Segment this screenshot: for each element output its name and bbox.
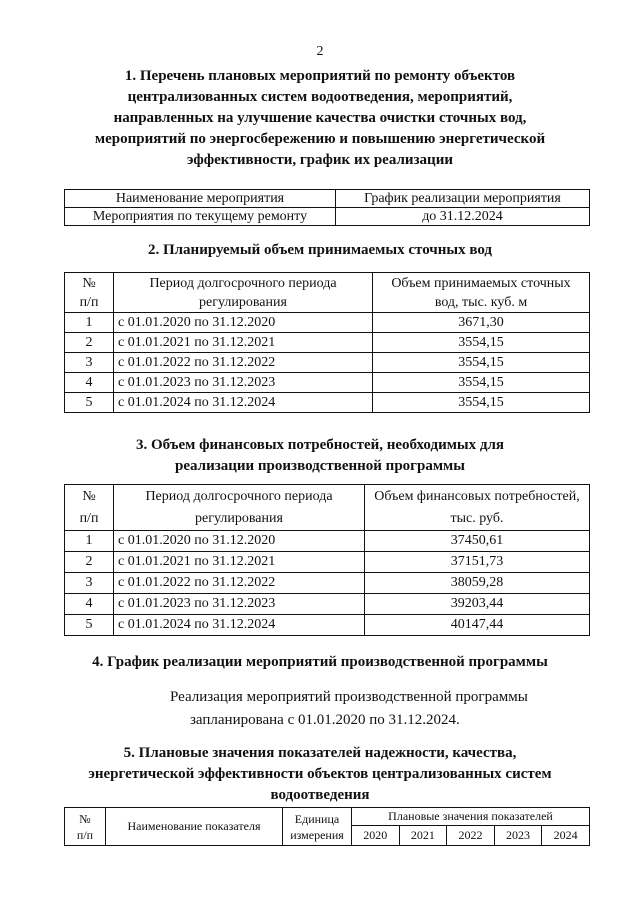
row-value: 3671,30 [373, 313, 590, 333]
col-num-header-line: п/п [79, 510, 99, 526]
table-row [65, 573, 590, 594]
col-unit-header-line: измерения [290, 827, 344, 842]
table-row [65, 353, 590, 373]
section4-paragraph-line: Реализация мероприятий производственной программы [170, 689, 528, 705]
table-row [65, 393, 590, 413]
row-period: с 01.01.2021 по 31.12.2021 [114, 333, 373, 353]
row-period: с 01.01.2023 по 31.12.2023 [114, 373, 373, 393]
row-num: 4 [65, 594, 114, 615]
row-period: с 01.01.2021 по 31.12.2021 [114, 552, 365, 573]
page-number: 2 [316, 44, 324, 59]
table-row [65, 594, 590, 615]
table-row [65, 313, 590, 333]
col-value-header-line: Объем финансовых потребностей, [374, 488, 580, 504]
row-period: с 01.01.2020 по 31.12.2020 [114, 313, 373, 333]
col-num-header-line: п/п [76, 827, 94, 842]
section1-title-line: эффективности, график их реализации [187, 152, 453, 168]
col-period-header [114, 485, 365, 531]
row-period: с 01.01.2022 по 31.12.2022 [114, 353, 373, 373]
row-period: с 01.01.2024 по 31.12.2024 [114, 615, 365, 636]
col-num-header [65, 485, 114, 531]
col-period-header-line: регулирования [195, 510, 283, 526]
section1-title-line: мероприятий по энергосбережению и повышению энергетической [94, 131, 546, 147]
section1-title-line: централизованных систем водоотведения, мероприятий, [127, 89, 513, 105]
col-unit-header [283, 808, 352, 846]
row-value: 3554,15 [373, 373, 590, 393]
row-num: 5 [65, 393, 114, 413]
row-value: 39203,44 [365, 594, 590, 615]
row-num: 4 [65, 373, 114, 393]
section3-title [60, 435, 580, 477]
row-num: 2 [65, 333, 114, 353]
col-year-header: 2024 [542, 826, 590, 846]
col-period-header-line: Период долгосрочного периода [145, 488, 333, 504]
row-value: 3554,15 [373, 333, 590, 353]
row-period: с 01.01.2024 по 31.12.2024 [114, 393, 373, 413]
table-row [65, 373, 590, 393]
section5-title-line: водоотведения [270, 787, 370, 803]
row-num: 3 [65, 353, 114, 373]
measures-cell-schedule: до 31.12.2024 [336, 208, 590, 226]
section1-title-line: 1. Перечень плановых мероприятий по ремонту объектов [124, 68, 516, 84]
section3-title-line: реализации производственной программы [175, 458, 465, 474]
col-period-header-line: Период долгосрочного периода [149, 275, 337, 291]
measures-cell-name: Мероприятия по текущему ремонту [65, 208, 336, 226]
table-row [65, 615, 590, 636]
measures-header-name: Наименование мероприятия [65, 190, 336, 208]
row-value: 38059,28 [365, 573, 590, 594]
section3-title-line: 3. Объем финансовых потребностей, необходимых для [135, 437, 505, 453]
financial-needs-table [64, 484, 590, 636]
col-year-header: 2021 [399, 826, 447, 846]
row-period: с 01.01.2023 по 31.12.2023 [114, 594, 365, 615]
measures-header-schedule: График реализации мероприятия [336, 190, 590, 208]
col-year-header: 2023 [494, 826, 542, 846]
col-value-header [373, 273, 590, 313]
measures-table [64, 189, 590, 226]
section4-paragraph-line: запланирована с 01.01.2020 по 31.12.2024. [190, 712, 460, 728]
col-year-header: 2020 [352, 826, 400, 846]
col-value-header-line: тыс. руб. [450, 510, 504, 526]
table-row [65, 531, 590, 552]
row-num: 3 [65, 573, 114, 594]
col-indicator-name-header: Наименование показателя [106, 808, 283, 846]
section1-title-line: направленных на улучшение качества очистки сточных вод, [113, 110, 527, 126]
col-num-header-line: № [82, 275, 96, 291]
col-period-header-line: регулирования [199, 294, 287, 310]
section5-title-line: 5. Плановые значения показателей надежности, качества, [123, 745, 517, 761]
col-num-header [65, 808, 106, 846]
row-num: 1 [65, 313, 114, 333]
section1-title [60, 66, 580, 171]
section4-title: 4. График реализации мероприятий производственной программы [92, 654, 548, 670]
section5-title [40, 743, 600, 806]
col-year-header: 2022 [447, 826, 495, 846]
row-num: 5 [65, 615, 114, 636]
col-num-header-line: п/п [79, 294, 99, 310]
row-num: 1 [65, 531, 114, 552]
row-value: 3554,15 [373, 393, 590, 413]
row-value: 3554,15 [373, 353, 590, 373]
col-planned-values-header: Плановые значения показателей [352, 808, 590, 826]
col-unit-header-line: Единица [294, 811, 340, 826]
wastewater-volume-table [64, 272, 590, 413]
indicators-table [64, 807, 590, 846]
col-value-header [365, 485, 590, 531]
section2-title: 2. Планируемый объем принимаемых сточных вод [147, 242, 493, 258]
row-value: 40147,44 [365, 615, 590, 636]
col-value-header-line: Объем принимаемых сточных [391, 275, 571, 291]
col-num-header [65, 273, 114, 313]
table-row [65, 333, 590, 353]
row-period: с 01.01.2020 по 31.12.2020 [114, 531, 365, 552]
row-value: 37151,73 [365, 552, 590, 573]
col-num-header-line: № [79, 811, 91, 826]
row-num: 2 [65, 552, 114, 573]
table-row [65, 552, 590, 573]
section5-title-line: энергетической эффективности объектов централизованных систем [88, 766, 552, 782]
row-value: 37450,61 [365, 531, 590, 552]
col-num-header-line: № [82, 488, 96, 504]
col-value-header-line: вод, тыс. куб. м [434, 294, 528, 310]
row-period: с 01.01.2022 по 31.12.2022 [114, 573, 365, 594]
col-period-header [114, 273, 373, 313]
